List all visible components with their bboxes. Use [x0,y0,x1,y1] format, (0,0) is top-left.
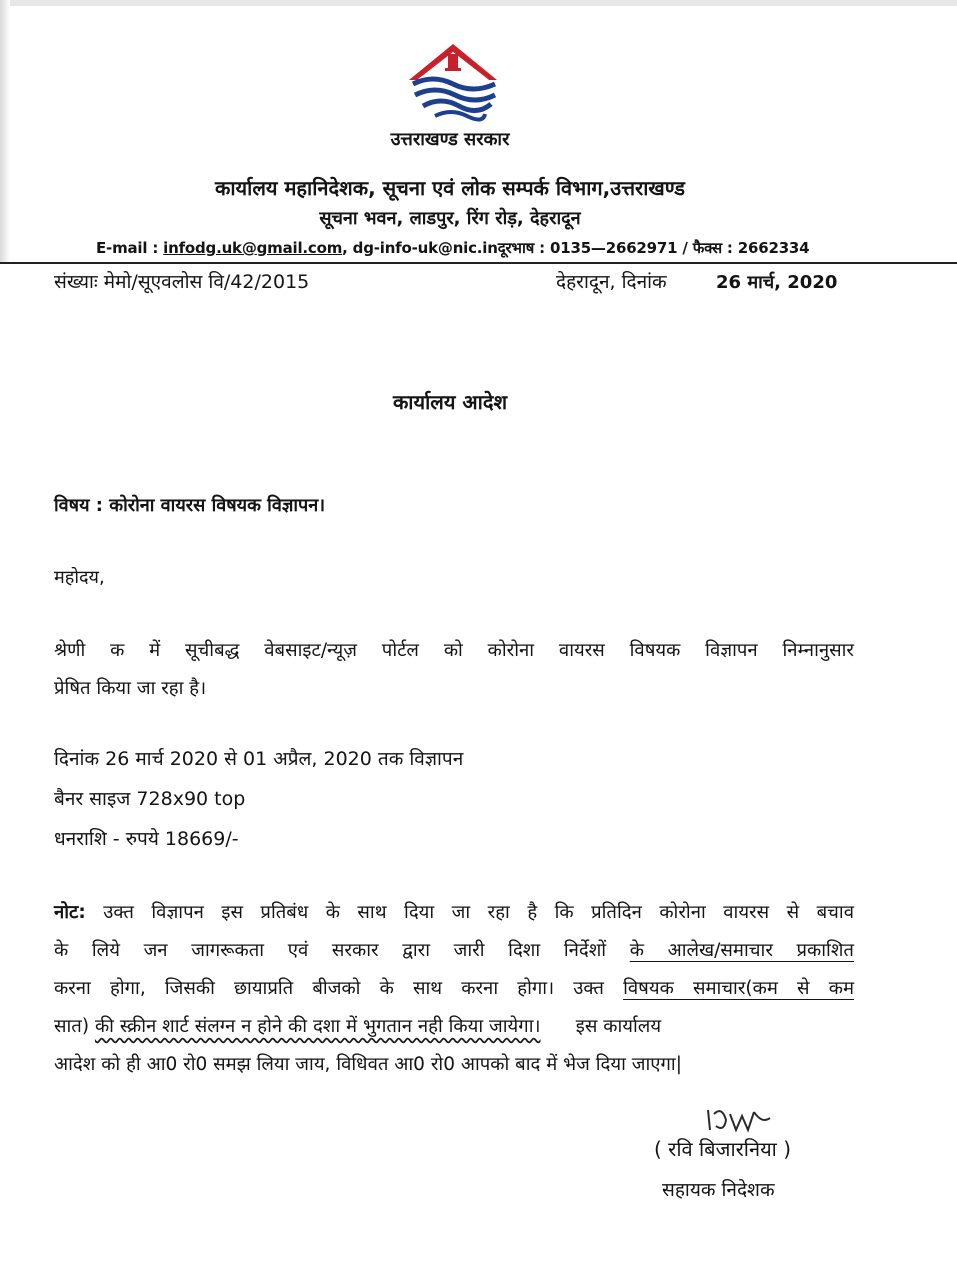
emblem-lion-capital [448,54,458,68]
office-address: सूचना भवन, लाडपुर, रिंग रोड़, देहरादून [319,208,581,229]
underlined-article-text: के आलेख/समाचार प्रकाशित [629,940,854,961]
uttarakhand-emblem-logo [405,40,501,124]
header-divider [0,262,957,264]
email-link-primary[interactable]: infodg.uk@gmail.com [163,239,343,257]
signatory-name: ( रवि बिजारनिया ) [654,1137,792,1161]
ad-period: दिनांक 26 मार्च 2020 से 01 अप्रैल, 2020 तक विज्ञापन [54,748,464,770]
note-line-4: सात) की स्क्रीन शार्ट संलग्न न होने की दशा में भुगतान नही किया जायेगा। इस कार्यालय [54,1016,662,1037]
ad-amount: धनराशि - रुपये 18669/- [54,828,239,850]
note-line-2: के लिये जन जागरूकता एवं सरकार द्वारा जारी दिशा निर्देशों के आलेख/समाचार प्रकाशित [54,940,854,961]
order-title: कार्यालय आदेश [392,390,508,414]
page-top-edge [0,0,957,6]
note-paragraph [54,894,854,1084]
note-line-5: आदेश को ही आ0 रो0 समझ लिया जाय, विधिवत आ0 रो0 आपको बाद में भेज दिया जाएगा| [54,1054,682,1075]
issue-date: 26 मार्च, 2020 [716,272,838,293]
government-name: उत्तराखण्ड सरकार [390,129,510,150]
email-secondary: , dg-info-uk@nic.in [342,239,498,257]
email-label: E-mail : [96,239,164,257]
reference-number: संख्याः मेमो/सूएवलोस वि/42/2015 [54,271,310,293]
date-place: देहरादून, दिनांक [556,271,667,293]
emblem-wave-1 [413,79,495,89]
intro-line-2: प्रेषित किया जा रहा है। [54,678,207,699]
contact-line [96,238,809,258]
signatory-designation: सहायक निदेशक [662,1179,775,1201]
salutation: महोदय, [54,567,105,588]
office-name: कार्यालय महानिदेशक, सूचना एवं लोक सम्पर्क विभाग,उत्तराखण्ड [215,176,685,200]
underlined-news-text: विषयक समाचार(कम से कम [623,978,855,999]
intro-line-1: श्रेणी क में सूचीबद्ध वेबसाइट/न्यूज़ पोर्टल को कोरोना वायरस विषयक विज्ञापन निम्नानुसार [54,640,854,661]
note-line-3: करना होगा, जिसकी छायाप्रति बीजको के साथ करना होगा। उक्त विषयक समाचार(कम से कम [54,978,855,999]
emblem-wave-3 [423,101,491,111]
note-line-1: नोट: उक्त विज्ञापन इस प्रतिबंध के साथ दिया जा रहा है कि प्रतिदिन कोरोना वायरस से बचाव [54,902,854,923]
phone-fax: दूरभाष : 0135—2662971 / फैक्स : 2662334 [497,239,810,257]
note-label: नोट: [54,902,86,923]
intro-paragraph [54,632,854,708]
emblem-wave-4 [435,112,485,120]
banner-size: बैनर साइज 728x90 top [54,788,246,810]
subject-line: विषय : कोरोना वायरस विषयक विज्ञापन। [54,495,326,516]
underlined-screenshot-condition: की स्क्रीन शार्ट संलग्न न होने की दशा में भुगतान नही किया जायेगा। [94,1016,541,1037]
emblem-wave-2 [415,90,495,100]
